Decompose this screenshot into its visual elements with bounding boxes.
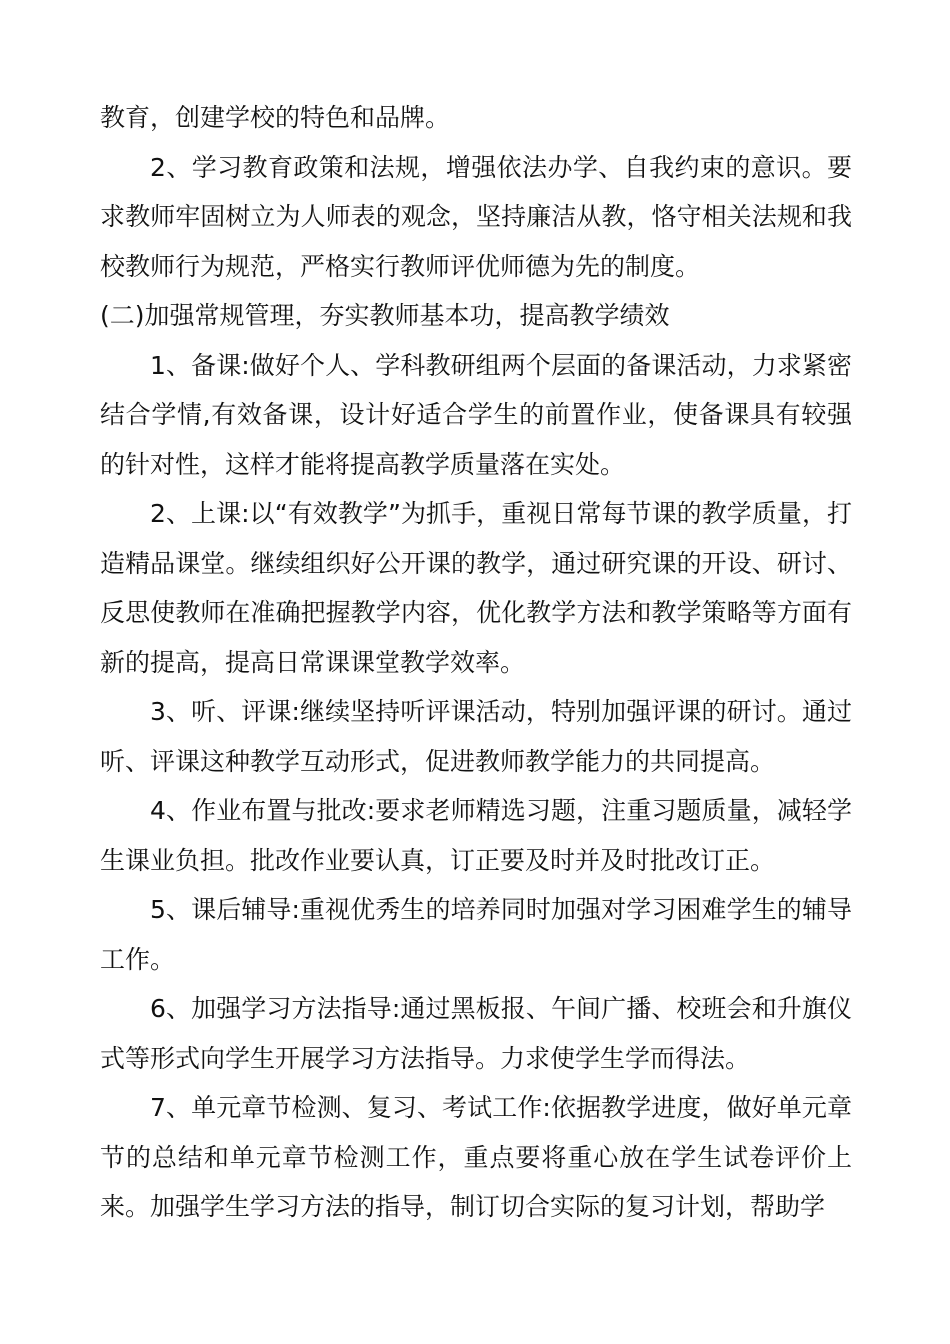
section-heading-routine-management: (二)加强常规管理，夯实教师基本功，提高教学绩效 xyxy=(100,301,670,330)
paragraph-item-5-tutoring: 5、课后辅导:重视优秀生的培养同时加强对学习困难学生的辅导工作。 xyxy=(100,895,852,974)
paragraph-item-2-law-study: 2、学习教育政策和法规，增强依法办学、自我约束的意识。要求教师牢固树立为人师表的观念，坚持廉洁从教，恪守相关法规和我校教师行为规范，严格实行教师评优师德为先的制度。 xyxy=(100,152,852,281)
paragraph-item-6-study-methods: 6、加强学习方法指导:通过黑板报、午间广播、校班会和升旗仪式等形式向学生开展学习方法指导。力求使学生学而得法。 xyxy=(100,994,852,1073)
paragraph-item-1-lesson-prep: 1、备课:做好个人、学科教研组两个层面的备课活动，力求紧密结合学情,有效备课，设计好适合学生的前置作业，使备课具有较强的针对性，这样才能将提高教学质量落在实处。 xyxy=(100,350,852,479)
document-body xyxy=(100,93,852,1232)
paragraph-continuation: 教育，创建学校的特色和品牌。 xyxy=(100,103,451,132)
paragraph-item-3-observation: 3、听、评课:继续坚持听评课活动，特别加强评课的研讨。通过听、评课这种教学互动形式，促进教师教学能力的共同提高。 xyxy=(100,697,852,776)
paragraph-item-4-homework: 4、作业布置与批改:要求老师精选习题，注重习题质量，减轻学生课业负担。批改作业要认真，订正要及时并及时批改订正。 xyxy=(100,796,852,875)
paragraph-item-7-testing: 7、单元章节检测、复习、考试工作:依据教学进度，做好单元章节的总结和单元章节检测工作，重点要将重心放在学生试卷评价上来。加强学生学习方法的指导，制订切合实际的复习计划，帮助学 xyxy=(100,1093,852,1221)
paragraph-item-2-teaching: 2、上课:以“有效教学”为抓手，重视日常每节课的教学质量，打造精品课堂。继续组织好公开课的教学，通过研究课的开设、研讨、反思使教师在准确把握教学内容，优化教学方法和教学策略等方面有新的提高，提高日常课课堂教学效率。 xyxy=(100,499,852,677)
